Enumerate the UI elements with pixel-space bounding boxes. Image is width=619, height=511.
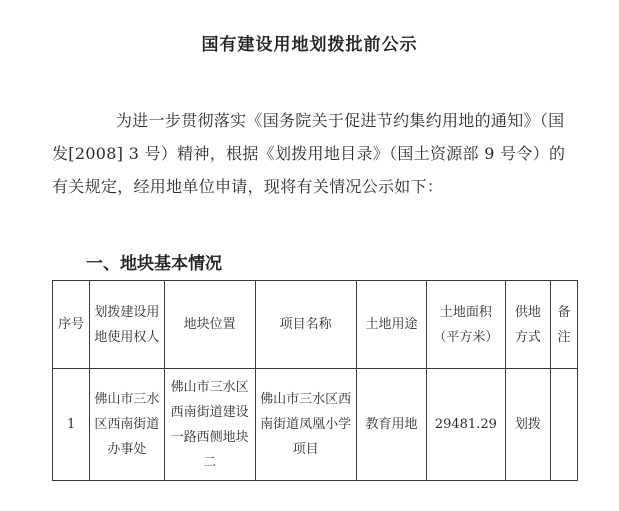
land-info-table (52, 280, 578, 481)
cell-seq: 1 (53, 369, 90, 481)
cell-user: 佛山市三水区西南街道办事处 (90, 369, 164, 481)
header-project: 项目名称 (255, 281, 356, 369)
table-row (53, 369, 578, 481)
header-land-use: 土地用途 (356, 281, 426, 369)
cell-note (551, 369, 578, 481)
intro-text: 为进一步贯彻落实《国务院关于促进节约集约用地的通知》（国发[2008] 3 号）精神，根据《划拨用地目录》（国土资源部 9 号令）的有关规定，经用地单位申请，现将有关情况公示如下： (52, 111, 566, 196)
document-title: 国有建设用地划拨批前公示 (201, 35, 418, 55)
cell-area: 29481.29 (427, 369, 506, 481)
cell-location: 佛山市三水区西南街道建设一路西侧地块二 (164, 369, 255, 481)
header-location: 地块位置 (164, 281, 255, 369)
section-heading: 一、地块基本情况 (86, 254, 222, 274)
intro-paragraph (52, 104, 572, 203)
header-seq: 序号 (53, 281, 90, 369)
header-supply: 供地方式 (505, 281, 550, 369)
table-header-row (53, 281, 578, 369)
header-user: 划拨建设用地使用权人 (90, 281, 164, 369)
cell-supply: 划拨 (505, 369, 550, 481)
header-area: 土地面积（平方米） (427, 281, 506, 369)
header-note: 备注 (551, 281, 578, 369)
cell-project: 佛山市三水区西南街道凤凰小学项目 (255, 369, 356, 481)
cell-land-use: 教育用地 (356, 369, 426, 481)
